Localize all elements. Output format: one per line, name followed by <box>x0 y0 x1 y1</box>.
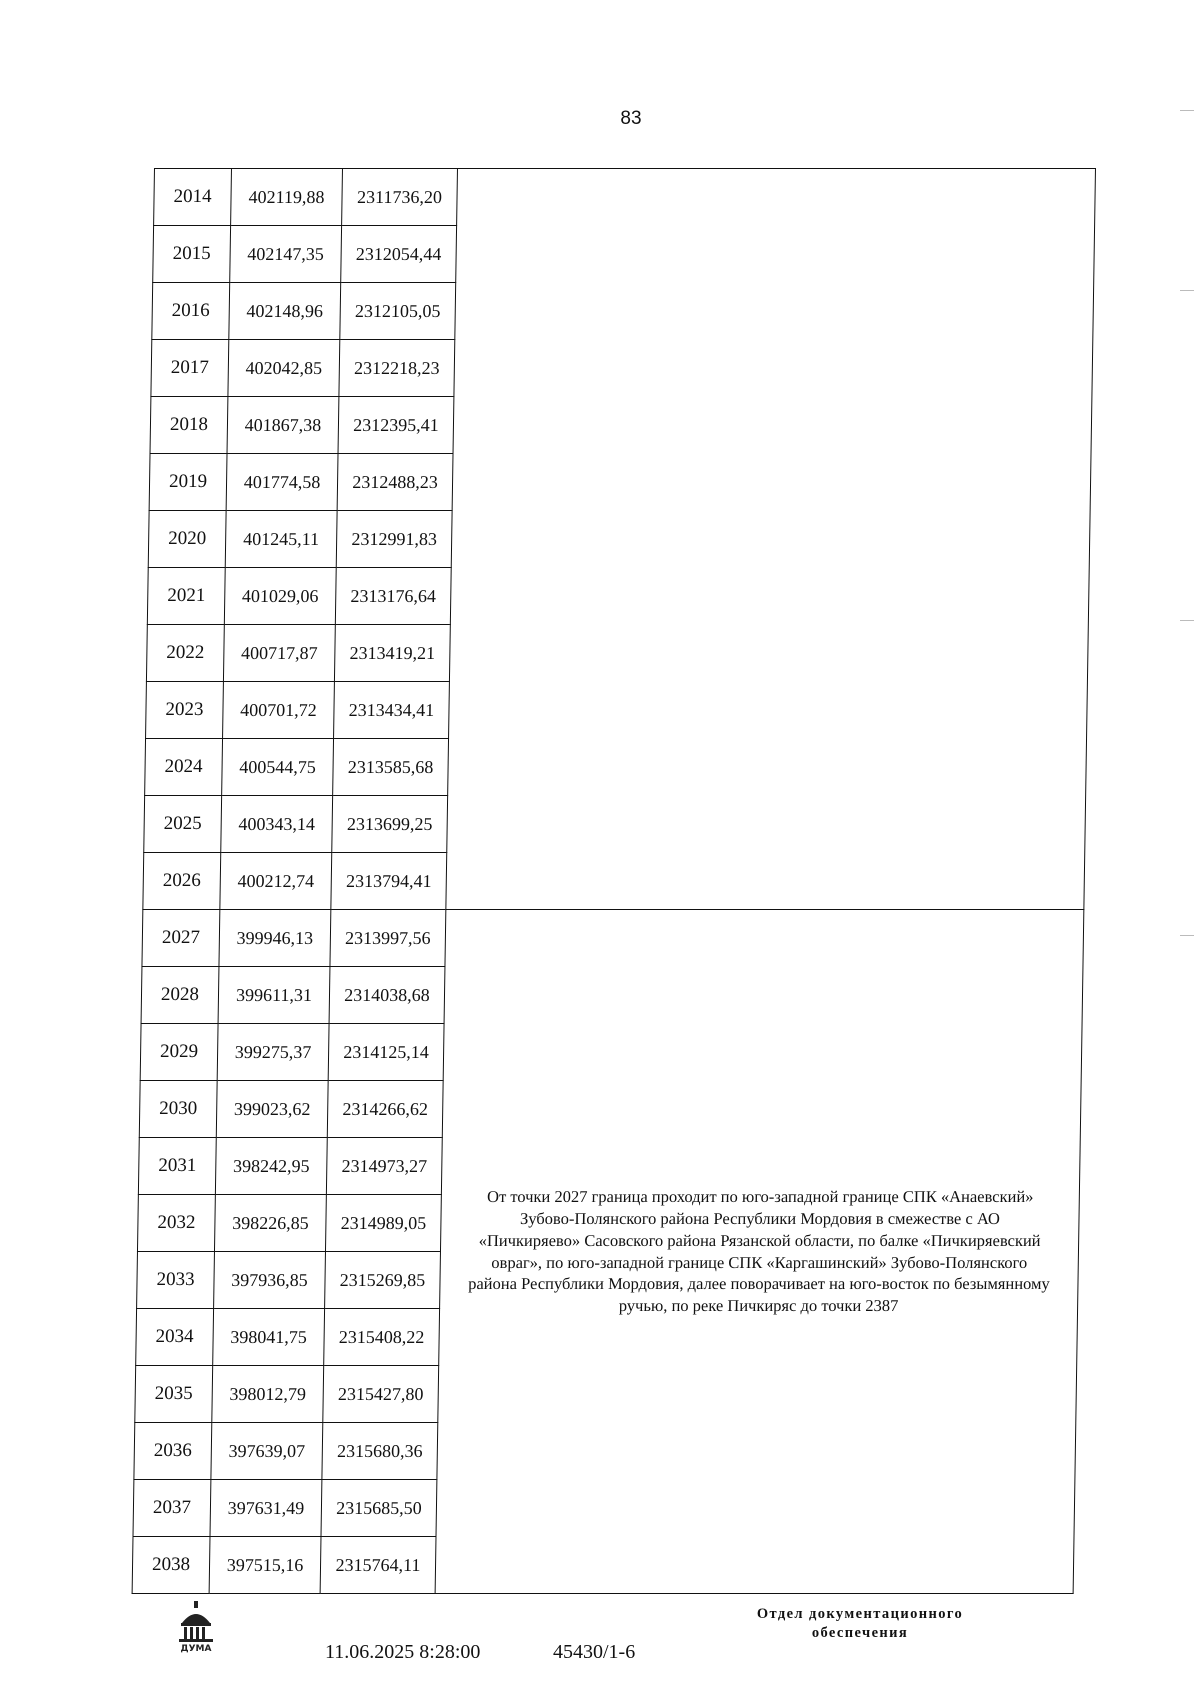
point-number-cell: 2022 <box>146 625 224 682</box>
point-number-cell: 2020 <box>148 511 226 568</box>
point-number-cell: 2026 <box>143 853 221 910</box>
y-coordinate-cell: 2313699,25 <box>332 796 448 853</box>
point-number-cell: 2017 <box>151 340 229 397</box>
point-number-cell: 2023 <box>146 682 224 739</box>
point-number-cell: 2014 <box>154 169 232 226</box>
x-coordinate-cell: 398226,85 <box>214 1195 326 1252</box>
point-number-cell: 2038 <box>132 1537 210 1594</box>
point-number-cell: 2036 <box>134 1423 212 1480</box>
y-coordinate-cell: 2313794,41 <box>331 853 447 910</box>
x-coordinate-cell: 399611,31 <box>218 967 330 1024</box>
coordinates-table <box>132 168 1096 1594</box>
scan-margin-mark <box>1180 935 1194 936</box>
point-number-cell: 2030 <box>139 1081 217 1138</box>
y-coordinate-cell: 2315685,50 <box>321 1480 437 1537</box>
scan-margin-mark <box>1180 290 1194 291</box>
boundary-description-cell: От точки 2027 граница проходит по юго-западной границе СПК «Анаевский» Зубово-Полянского района Республики Мордовия в смежестве с АО «Пичкиряево» Сасовского района Рязанской области, по балке «Пичкиряевский овраг», по юго-западной границе СПК «Каргашинский» Зубово-Полянского района Республики Мордовия, далее поворачивает на юго-восток по безымянному ручью, по реке Пичкиряс до точки 2387 <box>435 910 1084 1594</box>
y-coordinate-cell: 2313997,56 <box>330 910 446 967</box>
footer-doc-code: 45430/1-6 <box>553 1641 636 1663</box>
y-coordinate-cell: 2314989,05 <box>325 1195 441 1252</box>
footer-department-stamp <box>700 1605 1020 1643</box>
x-coordinate-cell: 402119,88 <box>231 169 343 226</box>
point-number-cell: 2035 <box>135 1366 213 1423</box>
point-number-cell: 2029 <box>140 1024 218 1081</box>
x-coordinate-cell: 401029,06 <box>224 568 336 625</box>
point-number-cell: 2037 <box>133 1480 211 1537</box>
y-coordinate-cell: 2315427,80 <box>323 1366 439 1423</box>
point-number-cell: 2024 <box>145 739 223 796</box>
y-coordinate-cell: 2315408,22 <box>324 1309 440 1366</box>
table-row <box>142 910 1084 967</box>
y-coordinate-cell: 2312395,41 <box>338 397 454 454</box>
x-coordinate-cell: 399275,37 <box>217 1024 329 1081</box>
x-coordinate-cell: 400717,87 <box>223 625 335 682</box>
y-coordinate-cell: 2314266,62 <box>327 1081 443 1138</box>
point-number-cell: 2031 <box>138 1138 216 1195</box>
scan-margin-mark <box>1180 110 1194 111</box>
y-coordinate-cell: 2313585,68 <box>333 739 449 796</box>
y-coordinate-cell: 2314038,68 <box>329 967 445 1024</box>
x-coordinate-cell: 397631,49 <box>210 1480 322 1537</box>
x-coordinate-cell: 401774,58 <box>226 454 338 511</box>
footer-dept-line2: обеспечения <box>811 1624 909 1641</box>
point-number-cell: 2034 <box>136 1309 214 1366</box>
y-coordinate-cell: 2315680,36 <box>322 1423 438 1480</box>
x-coordinate-cell: 398041,75 <box>213 1309 325 1366</box>
x-coordinate-cell: 402148,96 <box>229 283 341 340</box>
x-coordinate-cell: 399946,13 <box>219 910 331 967</box>
x-coordinate-cell: 400212,74 <box>220 853 332 910</box>
page-number: 83 <box>620 108 642 129</box>
y-coordinate-cell: 2311736,20 <box>342 169 458 226</box>
table-row <box>154 169 1096 226</box>
y-coordinate-cell: 2313176,64 <box>335 568 451 625</box>
point-number-cell: 2027 <box>142 910 220 967</box>
x-coordinate-cell: 402042,85 <box>228 340 340 397</box>
point-number-cell: 2028 <box>141 967 219 1024</box>
x-coordinate-cell: 401245,11 <box>225 511 337 568</box>
y-coordinate-cell: 2312105,05 <box>340 283 456 340</box>
point-number-cell: 2015 <box>153 226 231 283</box>
point-number-cell: 2025 <box>144 796 222 853</box>
point-number-cell: 2016 <box>152 283 230 340</box>
point-number-cell: 2021 <box>147 568 225 625</box>
scan-margin-mark <box>1180 620 1194 621</box>
point-number-cell: 2032 <box>137 1195 215 1252</box>
x-coordinate-cell: 400701,72 <box>223 682 335 739</box>
y-coordinate-cell: 2312054,44 <box>341 226 457 283</box>
page-footer <box>0 1595 1200 1685</box>
y-coordinate-cell: 2315764,11 <box>320 1537 436 1594</box>
description-cell-empty <box>446 169 1096 910</box>
y-coordinate-cell: 2314125,14 <box>328 1024 444 1081</box>
footer-datetime: 11.06.2025 8:28:00 <box>325 1641 481 1663</box>
y-coordinate-cell: 2312991,83 <box>336 511 452 568</box>
y-coordinate-cell: 2312218,23 <box>339 340 455 397</box>
coordinates-table-body <box>132 169 1095 1594</box>
x-coordinate-cell: 397936,85 <box>214 1252 326 1309</box>
x-coordinate-cell: 397515,16 <box>209 1537 321 1594</box>
y-coordinate-cell: 2313434,41 <box>334 682 450 739</box>
x-coordinate-cell: 399023,62 <box>216 1081 328 1138</box>
x-coordinate-cell: 400343,14 <box>221 796 333 853</box>
x-coordinate-cell: 402147,35 <box>230 226 342 283</box>
point-number-cell: 2019 <box>149 454 227 511</box>
y-coordinate-cell: 2315269,85 <box>325 1252 441 1309</box>
y-coordinate-cell: 2312488,23 <box>337 454 453 511</box>
x-coordinate-cell: 397639,07 <box>211 1423 323 1480</box>
point-number-cell: 2018 <box>150 397 228 454</box>
x-coordinate-cell: 398012,79 <box>212 1366 324 1423</box>
svg-text:ДУМА: ДУМА <box>180 1644 212 1653</box>
x-coordinate-cell: 398242,95 <box>215 1138 327 1195</box>
x-coordinate-cell: 401867,38 <box>227 397 339 454</box>
footer-dept-line1: Отдел документационного <box>756 1606 964 1622</box>
y-coordinate-cell: 2314973,27 <box>326 1138 442 1195</box>
duma-emblem-icon <box>176 1599 216 1653</box>
y-coordinate-cell: 2313419,21 <box>334 625 450 682</box>
x-coordinate-cell: 400544,75 <box>222 739 334 796</box>
point-number-cell: 2033 <box>137 1252 215 1309</box>
